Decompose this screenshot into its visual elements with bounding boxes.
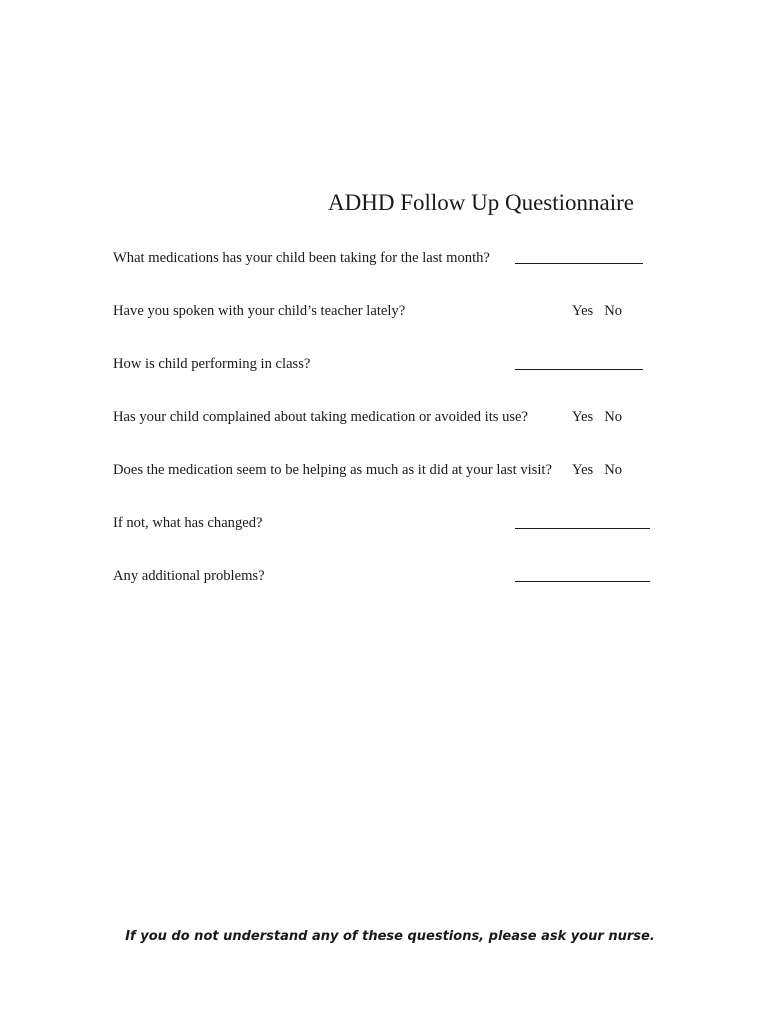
page-title: ADHD Follow Up Questionnaire (328, 190, 634, 215)
yes-no-teacher (572, 302, 622, 320)
no-option[interactable]: No (604, 409, 623, 425)
answer-blank-performance[interactable] (515, 369, 643, 370)
question-medications: What medications has your child been taking for the last month? (113, 250, 490, 266)
question-complaints: Has your child complained about taking medication or avoided its use? (113, 409, 529, 425)
yes-no-helping (572, 461, 622, 479)
question-changed: If not, what has changed? (113, 515, 263, 531)
question-additional-problems: Any additional problems? (113, 568, 265, 584)
no-option[interactable]: No (604, 303, 623, 319)
yes-option[interactable]: Yes (572, 303, 594, 319)
answer-blank-medications[interactable] (515, 263, 643, 264)
question-performance: How is child performing in class? (113, 356, 311, 372)
answer-blank-changed[interactable] (515, 528, 650, 529)
question-teacher: Have you spoken with your child’s teacher lately? (113, 303, 406, 319)
footer-note: If you do not understand any of these questions, please ask your nurse. (125, 929, 655, 944)
yes-option[interactable]: Yes (572, 462, 594, 478)
answer-blank-additional-problems[interactable] (515, 581, 650, 582)
no-option[interactable]: No (604, 462, 623, 478)
question-helping: Does the medication seem to be helping as much as it did at your last visit? (113, 462, 552, 478)
yes-no-complaints (572, 408, 622, 426)
yes-option[interactable]: Yes (572, 409, 594, 425)
